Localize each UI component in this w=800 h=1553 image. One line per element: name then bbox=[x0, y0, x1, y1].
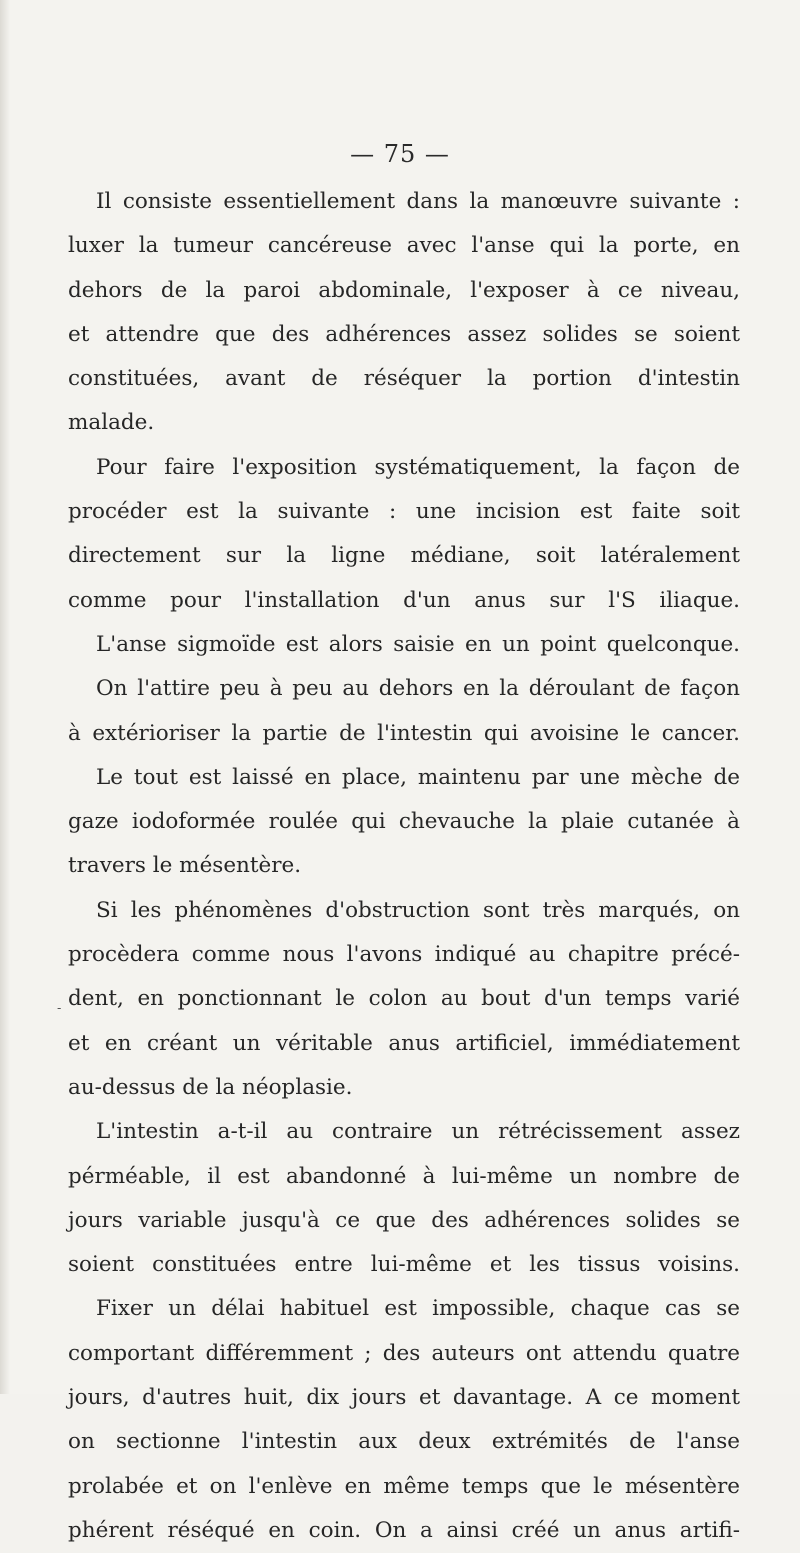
text-line: directement sur la ligne médiane, soit latéralement bbox=[68, 543, 740, 569]
text-line: Fixer un délai habituel est impossible, chaque cas se bbox=[96, 1296, 740, 1322]
text-line: procéder est la suivante : une incision est faite soit bbox=[68, 499, 740, 525]
text-line: Il consiste essentiellement dans la manœuvre suivante : bbox=[96, 189, 740, 214]
text-line: travers le mésentère. bbox=[68, 853, 302, 879]
text-line: soient constituées entre lui-même et les tissus voisins. bbox=[68, 1252, 740, 1278]
text-line: et attendre que des adhérences assez solides se soient bbox=[68, 321, 740, 347]
text-line: L'intestin a-t-il au contraire un rétrécissement assez bbox=[96, 1119, 740, 1145]
text-line: on sectionne l'intestin aux deux extrémités de l'anse bbox=[68, 1429, 740, 1455]
text-line: gaze iodoformée roulée qui chevauche la plaie cutanée à bbox=[68, 809, 740, 835]
text-line: comme pour l'installation d'un anus sur l'S iliaque. bbox=[68, 587, 740, 613]
text-line: dent, en ponctionnant le colon au bout d'un temps varié bbox=[68, 986, 740, 1012]
text-line: L'anse sigmoïde est alors saisie en un point quelconque. bbox=[96, 631, 740, 657]
text-line: procèdera comme nous l'avons indiqué au chapitre précé- bbox=[68, 942, 740, 968]
text-line: luxer la tumeur cancéreuse avec l'anse qui la porte, en bbox=[68, 233, 740, 259]
text-line: jours variable jusqu'à ce que des adhérences solides se bbox=[68, 1207, 740, 1233]
body-text bbox=[68, 180, 740, 1553]
text-line: Pour faire l'exposition systématiquement, la façon de bbox=[96, 454, 740, 480]
text-line: pérméable, il est abandonné à lui-même un nombre de bbox=[68, 1163, 740, 1189]
text-line: prolabée et on l'enlève en même temps que le mésentère bbox=[68, 1473, 740, 1499]
page-edge-shadow bbox=[0, 0, 10, 1394]
text-line: constituées, avant de réséquer la portion d'intestin bbox=[68, 366, 740, 392]
text-line: malade. bbox=[68, 410, 155, 436]
text-line: Si les phénomènes d'obstruction sont très marqués, on bbox=[96, 897, 740, 923]
text-line: phérent réséqué en coin. On a ainsi créé un anus artifi- bbox=[68, 1517, 740, 1543]
text-line: dehors de la paroi abdominale, l'exposer à ce niveau, bbox=[68, 277, 740, 303]
text-line: jours, d'autres huit, dix jours et davantage. A ce moment bbox=[68, 1385, 740, 1411]
text-line: à extérioriser la partie de l'intestin qui avoisine le cancer. bbox=[68, 720, 740, 746]
text-line: au-dessus de la néoplasie. bbox=[68, 1074, 353, 1100]
text-line: Le tout est laissé en place, maintenu par une mèche de bbox=[96, 764, 740, 790]
text-line: On l'attire peu à peu au dehors en la déroulant de façon bbox=[96, 676, 740, 702]
text-line: et en créant un véritable anus artificiel, immédiatement bbox=[68, 1030, 740, 1056]
page-number: — 75 — bbox=[350, 140, 450, 168]
margin-mark: - bbox=[57, 1001, 62, 1015]
text-line: comportant différemment ; des auteurs ont attendu quatre bbox=[68, 1340, 740, 1366]
